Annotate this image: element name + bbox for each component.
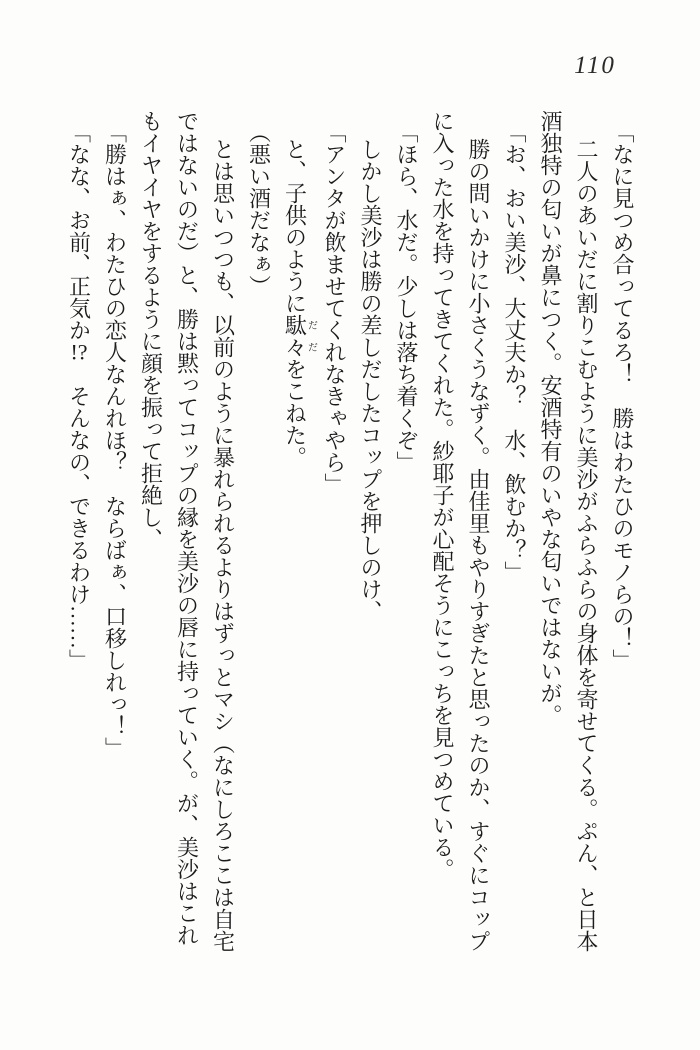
text-line: とは思いつつも、以前のように暴れられるよりはずっとマシ（なにしろここは自宅	[210, 137, 236, 952]
text-line: 二人のあいだに割りこむように美沙がふらふらの身体を寄せてくる。ぷん、と日本	[574, 137, 599, 952]
line-segment: そんなの、できるわけ……」	[66, 363, 92, 671]
furigana-base: 駄々	[282, 313, 308, 358]
text-line: 「なに見つめ合ってるろ！ 勝はわたひのモノらの！」	[610, 121, 635, 671]
text-line: 勝の問いかけに小さくうなずく。由佳里もやりすぎたと思ったのか、すぐにコップ	[466, 137, 491, 952]
text-block	[61, 110, 641, 958]
page-number: 110	[574, 52, 616, 79]
furigana	[282, 313, 317, 358]
tatechuyoko-segment: !?	[70, 341, 88, 363]
text-line: 「勝はぁ、わたひの恋人なんれほ？ ならばぁ、口移しれっ！」	[102, 121, 128, 759]
text-line: 「アンタが飲ませてくれなきゃやら」	[322, 121, 347, 495]
text-line: 酒独特の匂いが鼻につく。安酒特有のいやな匂いではないが。	[538, 110, 563, 726]
text-line	[277, 110, 317, 958]
text-line: しかし美沙は勝の差しだしたコップを押しのけ、	[358, 137, 383, 622]
line-segment: と、子供のように	[282, 137, 308, 314]
line-segment: をこねた。	[282, 357, 308, 468]
text-line: （悪い酒だなぁ）	[246, 121, 272, 297]
text-line	[61, 110, 97, 958]
text-line: もイヤイヤをするように顔を振って拒絶し、	[138, 110, 164, 550]
text-line: 「ほら、水だ。少しは落ち着くぞ」	[394, 121, 419, 473]
text-line: 「お、おい美沙、大丈夫か？ 水、飲むか？」	[502, 121, 527, 583]
line-segment: 「なな、お前、正気か	[66, 121, 92, 341]
text-line: に入った水を持ってきてくれた。紗耶子が心配そうにこっちを見つめている。	[430, 110, 455, 880]
furigana-text: だだ	[305, 313, 317, 358]
text-line: ではないのだ）と、勝は黙ってコップの縁を美沙の唇に持っていく。が、美沙はこれ	[174, 110, 200, 946]
